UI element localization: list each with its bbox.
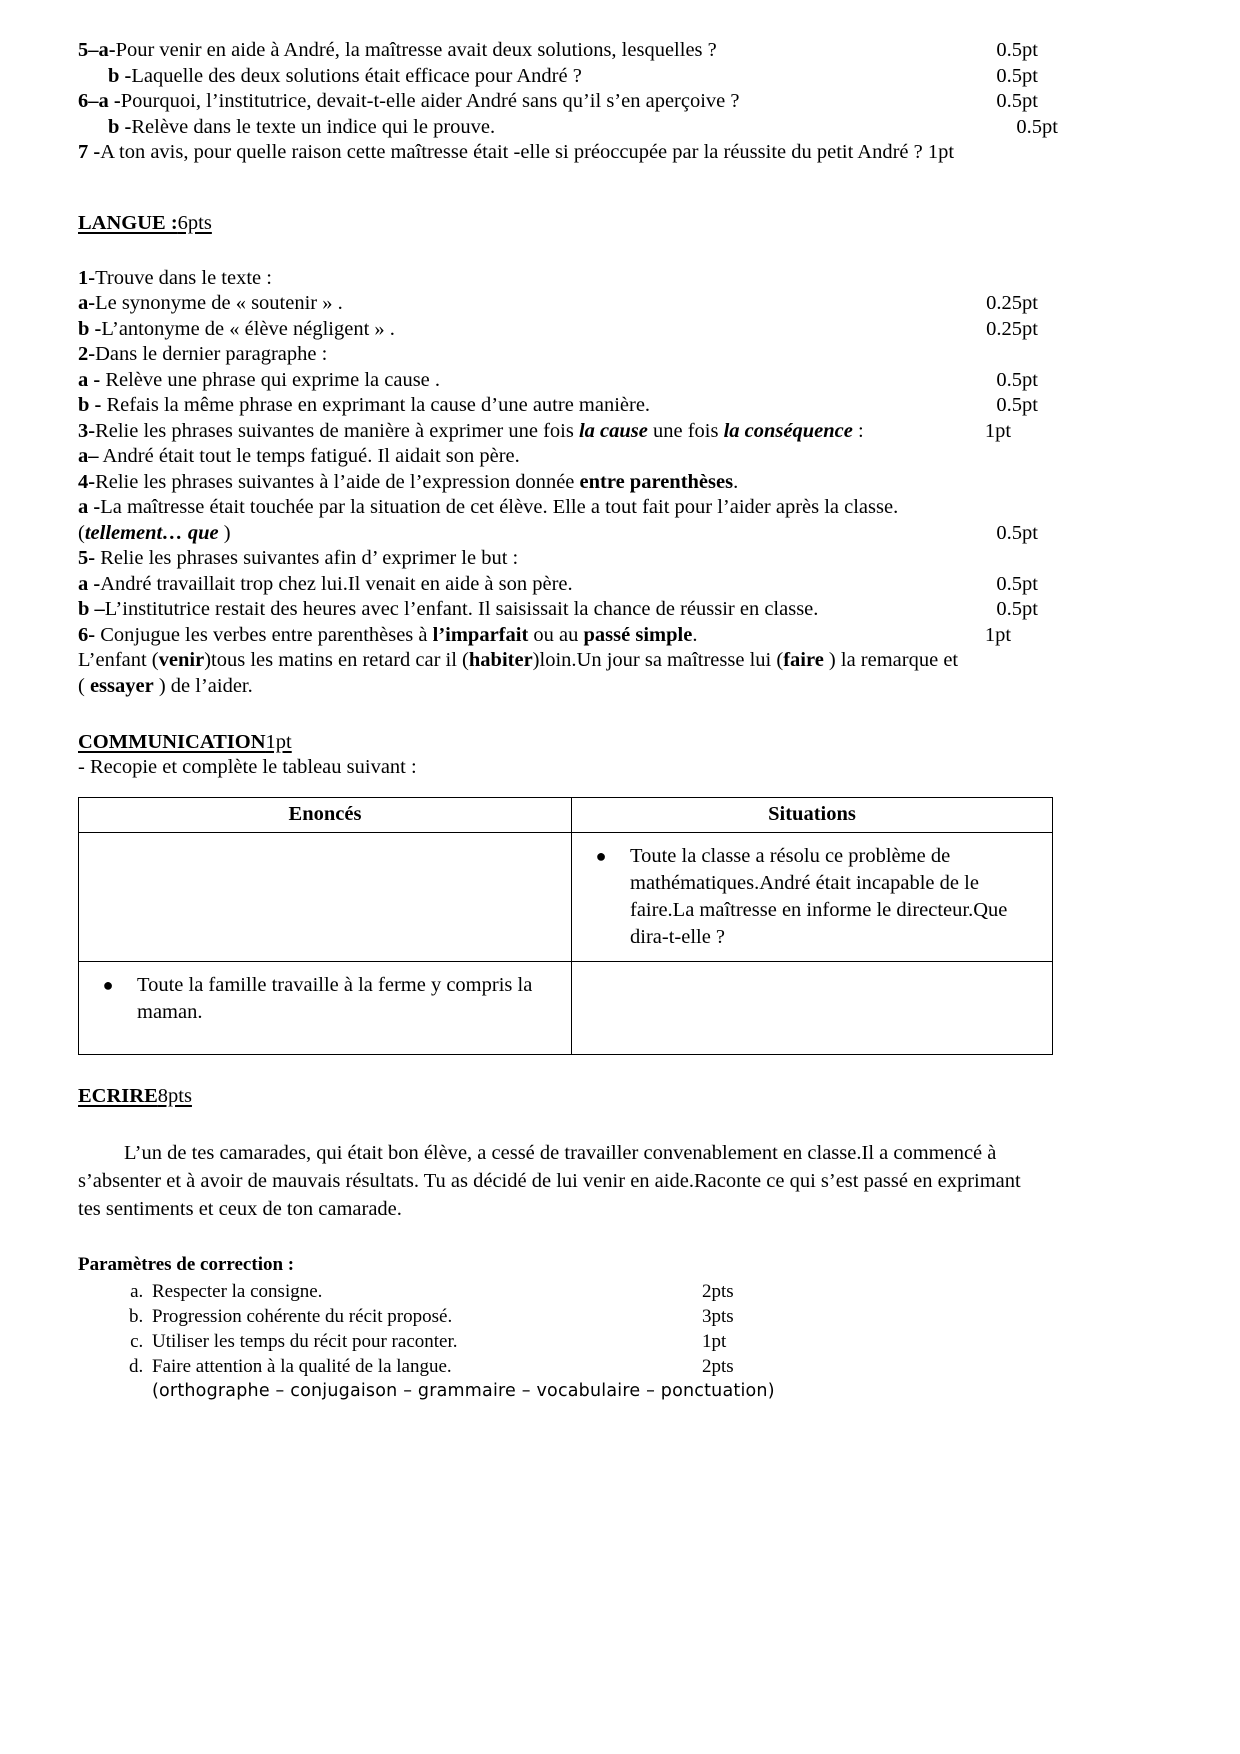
item-points: 1pt bbox=[984, 419, 1012, 442]
table-header-row bbox=[79, 797, 1053, 832]
question-text: Relève dans le texte un indice qui le prouve. bbox=[131, 115, 496, 138]
item-number: a - bbox=[78, 572, 101, 595]
langue-item bbox=[78, 393, 1056, 419]
question-number: 7 - bbox=[78, 141, 101, 163]
item-text: Refais la même phrase en exprimant la cause d’une autre manière. bbox=[106, 394, 651, 416]
table-row bbox=[79, 832, 1053, 961]
param-text: Progression cohérente du récit proposé. bbox=[152, 1305, 453, 1327]
item-number: a - bbox=[78, 368, 106, 391]
section-heading-communication bbox=[78, 729, 1056, 755]
item-points: 0.5pt bbox=[996, 521, 1038, 544]
param-row bbox=[152, 1329, 1056, 1354]
item-text-part1: Conjugue les verbes entre parenthèses à bbox=[100, 623, 433, 646]
cell-situations bbox=[572, 832, 1053, 961]
emphasis-passe-simple: passé simple bbox=[583, 623, 693, 646]
sentence-part: ( bbox=[78, 674, 90, 697]
param-text: Utiliser les temps du récit pour raconter. bbox=[152, 1330, 458, 1352]
item-number: a– bbox=[78, 445, 99, 467]
params-note: (orthographe – conjugaison – grammaire – vocabulaire – ponctuation) bbox=[152, 1380, 775, 1401]
item-text-part2: une fois bbox=[647, 419, 724, 442]
emphasis-entre-parentheses: entre parenthèses bbox=[579, 470, 734, 493]
item-text-part1: Relie les phrases suivantes à l’aide de l’expression donnée bbox=[95, 470, 580, 493]
sentence-part: ) la remarque et bbox=[828, 649, 959, 671]
section-title: LANGUE : bbox=[78, 211, 178, 234]
item-text-part2: . bbox=[733, 470, 739, 493]
spacer bbox=[78, 236, 1056, 266]
comprehension-questions-block bbox=[78, 38, 1056, 166]
spacer bbox=[78, 1223, 1056, 1253]
params-title: Paramètres de correction : bbox=[78, 1253, 295, 1275]
emphasis-la-consequence: la conséquence bbox=[723, 419, 853, 442]
item-text: L’institutrice restait des heures avec l’enfant. Il saisissait la chance de réussir en classe. bbox=[104, 598, 819, 620]
section-title: COMMUNICATION bbox=[78, 731, 266, 753]
table-row bbox=[79, 961, 1053, 1054]
item-text-part2: ou au bbox=[528, 623, 584, 646]
langue-items-block bbox=[78, 266, 1056, 700]
section-score: 6pts bbox=[177, 211, 212, 234]
item-points: 0.5pt bbox=[996, 368, 1038, 391]
langue-item-6-sentence-line1 bbox=[78, 648, 1056, 674]
item-points: 0.5pt bbox=[996, 598, 1038, 620]
question-row bbox=[78, 64, 1056, 90]
paren-open: ( bbox=[78, 521, 85, 544]
question-text: Laquelle des deux solutions était efficace pour André ? bbox=[131, 64, 582, 87]
verb-faire: faire bbox=[783, 649, 829, 671]
question-number: 6–a - bbox=[78, 90, 121, 112]
bullet-icon: ● bbox=[595, 845, 607, 866]
cell-enonces bbox=[79, 961, 572, 1054]
item-number: a- bbox=[78, 292, 96, 314]
langue-item bbox=[78, 291, 1056, 317]
question-points: 0.5pt bbox=[996, 39, 1038, 61]
verb-habiter: habiter bbox=[468, 649, 533, 671]
langue-item-4 bbox=[78, 470, 1056, 496]
spacer bbox=[78, 1109, 1056, 1139]
list-item bbox=[148, 1304, 1056, 1329]
list-item bbox=[148, 1329, 1056, 1354]
item-text: Relie les phrases suivantes afin d’ exprimer le but : bbox=[100, 547, 519, 569]
item-text: Le synonyme de « soutenir » . bbox=[95, 292, 343, 314]
params-list bbox=[78, 1279, 1056, 1379]
empty-answer-area[interactable] bbox=[79, 833, 571, 941]
item-points: 0.25pt bbox=[986, 317, 1038, 340]
item-number: 6- bbox=[78, 623, 101, 646]
item-text: André était tout le temps fatigué. Il aidait son père. bbox=[98, 445, 520, 467]
column-header-situations: Situations bbox=[572, 797, 1053, 832]
item-text: Dans le dernier paragraphe : bbox=[95, 343, 328, 365]
question-row bbox=[78, 115, 1056, 141]
empty-answer-area[interactable] bbox=[572, 962, 1052, 1054]
question-text: Pour venir en aide à André, la maîtresse avait deux solutions, lesquelles ? bbox=[115, 39, 717, 61]
emphasis-la-cause: la cause bbox=[578, 419, 648, 442]
item-text: Trouve dans le texte : bbox=[95, 266, 272, 289]
sentence-part: )loin.Un jour sa maîtresse lui ( bbox=[532, 649, 784, 671]
sentence-part: ) de l’aider. bbox=[153, 674, 253, 697]
item-text-part3: : bbox=[852, 419, 864, 442]
sentence-part: L’enfant ( bbox=[78, 649, 159, 671]
item-text: L’antonyme de « élève négligent » . bbox=[101, 317, 395, 340]
list-item bbox=[148, 1354, 1056, 1379]
item-points: 0.25pt bbox=[986, 292, 1038, 314]
param-score: 3pts bbox=[702, 1305, 734, 1327]
param-score: 2pts bbox=[702, 1280, 734, 1302]
question-row bbox=[78, 140, 1056, 166]
param-score: 1pt bbox=[702, 1330, 727, 1352]
question-number: b - bbox=[108, 64, 132, 87]
bullet-item bbox=[79, 962, 571, 1036]
langue-item bbox=[78, 342, 1056, 368]
column-header-enonces: Enoncés bbox=[79, 797, 572, 832]
item-points: 0.5pt bbox=[996, 394, 1038, 416]
item-number: b - bbox=[78, 394, 107, 416]
question-points: 0.5pt bbox=[996, 90, 1038, 112]
communication-table bbox=[78, 797, 1053, 1055]
langue-item-5b bbox=[78, 597, 1056, 623]
question-text: A ton avis, pour quelle raison cette maîtresse était -elle si préoccupée par la réussite du petit André ? 1pt bbox=[100, 141, 955, 163]
emphasis-tellement-que: tellement… que bbox=[84, 521, 219, 544]
communication-instruction: - Recopie et complète le tableau suivant : bbox=[78, 756, 417, 778]
emphasis-imparfait: l’imparfait bbox=[432, 623, 529, 646]
question-text: Pourquoi, l’institutrice, devait-t-elle aider André sans qu’il s’en aperçoive ? bbox=[120, 90, 740, 112]
langue-item-6-sentence-line2 bbox=[78, 674, 1056, 700]
section-heading-ecrire bbox=[78, 1083, 1056, 1109]
bullet-icon: ● bbox=[102, 974, 114, 995]
ecrire-prompt bbox=[78, 1139, 1038, 1223]
item-number: 5- bbox=[78, 547, 101, 569]
bullet-text: Toute la famille travaille à la ferme y compris la maman. bbox=[137, 973, 533, 1023]
param-text: Faire attention à la qualité de la langue. bbox=[152, 1355, 452, 1377]
item-number: 1- bbox=[78, 266, 96, 289]
langue-item-3 bbox=[78, 419, 1056, 445]
langue-item bbox=[78, 368, 1056, 394]
section-heading-langue bbox=[78, 210, 1056, 236]
verb-venir: venir bbox=[158, 649, 205, 671]
item-number: 3- bbox=[78, 419, 96, 442]
item-text: André travaillait trop chez lui.Il venait en aide à son père. bbox=[100, 572, 573, 595]
question-number: b - bbox=[108, 115, 132, 138]
langue-item-6 bbox=[78, 623, 1056, 649]
item-number: b – bbox=[78, 598, 105, 620]
cell-enonces-empty[interactable] bbox=[79, 832, 572, 961]
param-text: Respecter la consigne. bbox=[152, 1280, 323, 1302]
item-text-part3: . bbox=[692, 623, 698, 646]
item-number: b - bbox=[78, 317, 102, 340]
bullet-text: Toute la classe a résolu ce problème de mathématiques.André était incapable de le faire.La maîtresse en informe le directeur.Que dira-t-elle ? bbox=[630, 844, 1008, 948]
spacer bbox=[78, 1055, 1056, 1069]
section-title: ECRIRE bbox=[78, 1084, 158, 1107]
section-score: 8pts bbox=[157, 1084, 192, 1107]
langue-item-3a bbox=[78, 444, 1056, 470]
page-content bbox=[78, 38, 1056, 1403]
spacer bbox=[78, 699, 1056, 729]
langue-item-5 bbox=[78, 546, 1056, 572]
item-text: Relève une phrase qui exprime la cause . bbox=[105, 368, 441, 391]
item-points: 0.5pt bbox=[996, 572, 1038, 595]
spacer bbox=[78, 166, 1056, 210]
question-points: 0.5pt bbox=[996, 64, 1038, 87]
item-number: a - bbox=[78, 496, 101, 518]
bullet-item bbox=[572, 833, 1052, 961]
section-score: 1pt bbox=[265, 731, 292, 753]
langue-item bbox=[78, 317, 1056, 343]
param-row bbox=[152, 1354, 1056, 1379]
langue-item-4-hint bbox=[78, 521, 1056, 547]
question-row bbox=[78, 89, 1056, 115]
list-item bbox=[148, 1279, 1056, 1304]
langue-item-5a bbox=[78, 572, 1056, 598]
question-row bbox=[78, 38, 1056, 64]
langue-item-4a bbox=[78, 495, 1056, 521]
langue-item bbox=[78, 266, 1056, 292]
cell-situations-empty[interactable] bbox=[572, 961, 1053, 1054]
param-row bbox=[152, 1304, 1056, 1329]
question-points: 0.5pt bbox=[1016, 115, 1058, 138]
sentence-part: )tous les matins en retard car il ( bbox=[204, 649, 469, 671]
item-points: 1pt bbox=[984, 623, 1012, 646]
paren-close: ) bbox=[218, 521, 231, 544]
item-text-part1: Relie les phrases suivantes de manière à exprimer une fois bbox=[95, 419, 579, 442]
question-number: 5–a- bbox=[78, 39, 116, 61]
item-number: 4- bbox=[78, 470, 96, 493]
param-row bbox=[152, 1279, 1056, 1304]
item-text: La maîtresse était touchée par la situation de cet élève. Elle a tout fait pour l’aider après la classe. bbox=[100, 496, 899, 518]
item-number: 2- bbox=[78, 343, 96, 365]
verb-essayer: essayer bbox=[89, 674, 154, 697]
ecrire-prompt-text: L’un de tes camarades, qui était bon élève, a cessé de travailler convenablement en classe.Il a commencé à s’absenter et à avoir de mauvais résultats. Tu as décidé de lui venir en aide.Raconte ce qui s’est passé en exprimant tes sentiments et ceux de ton camarade. bbox=[78, 1141, 1021, 1220]
param-score: 2pts bbox=[702, 1355, 734, 1377]
